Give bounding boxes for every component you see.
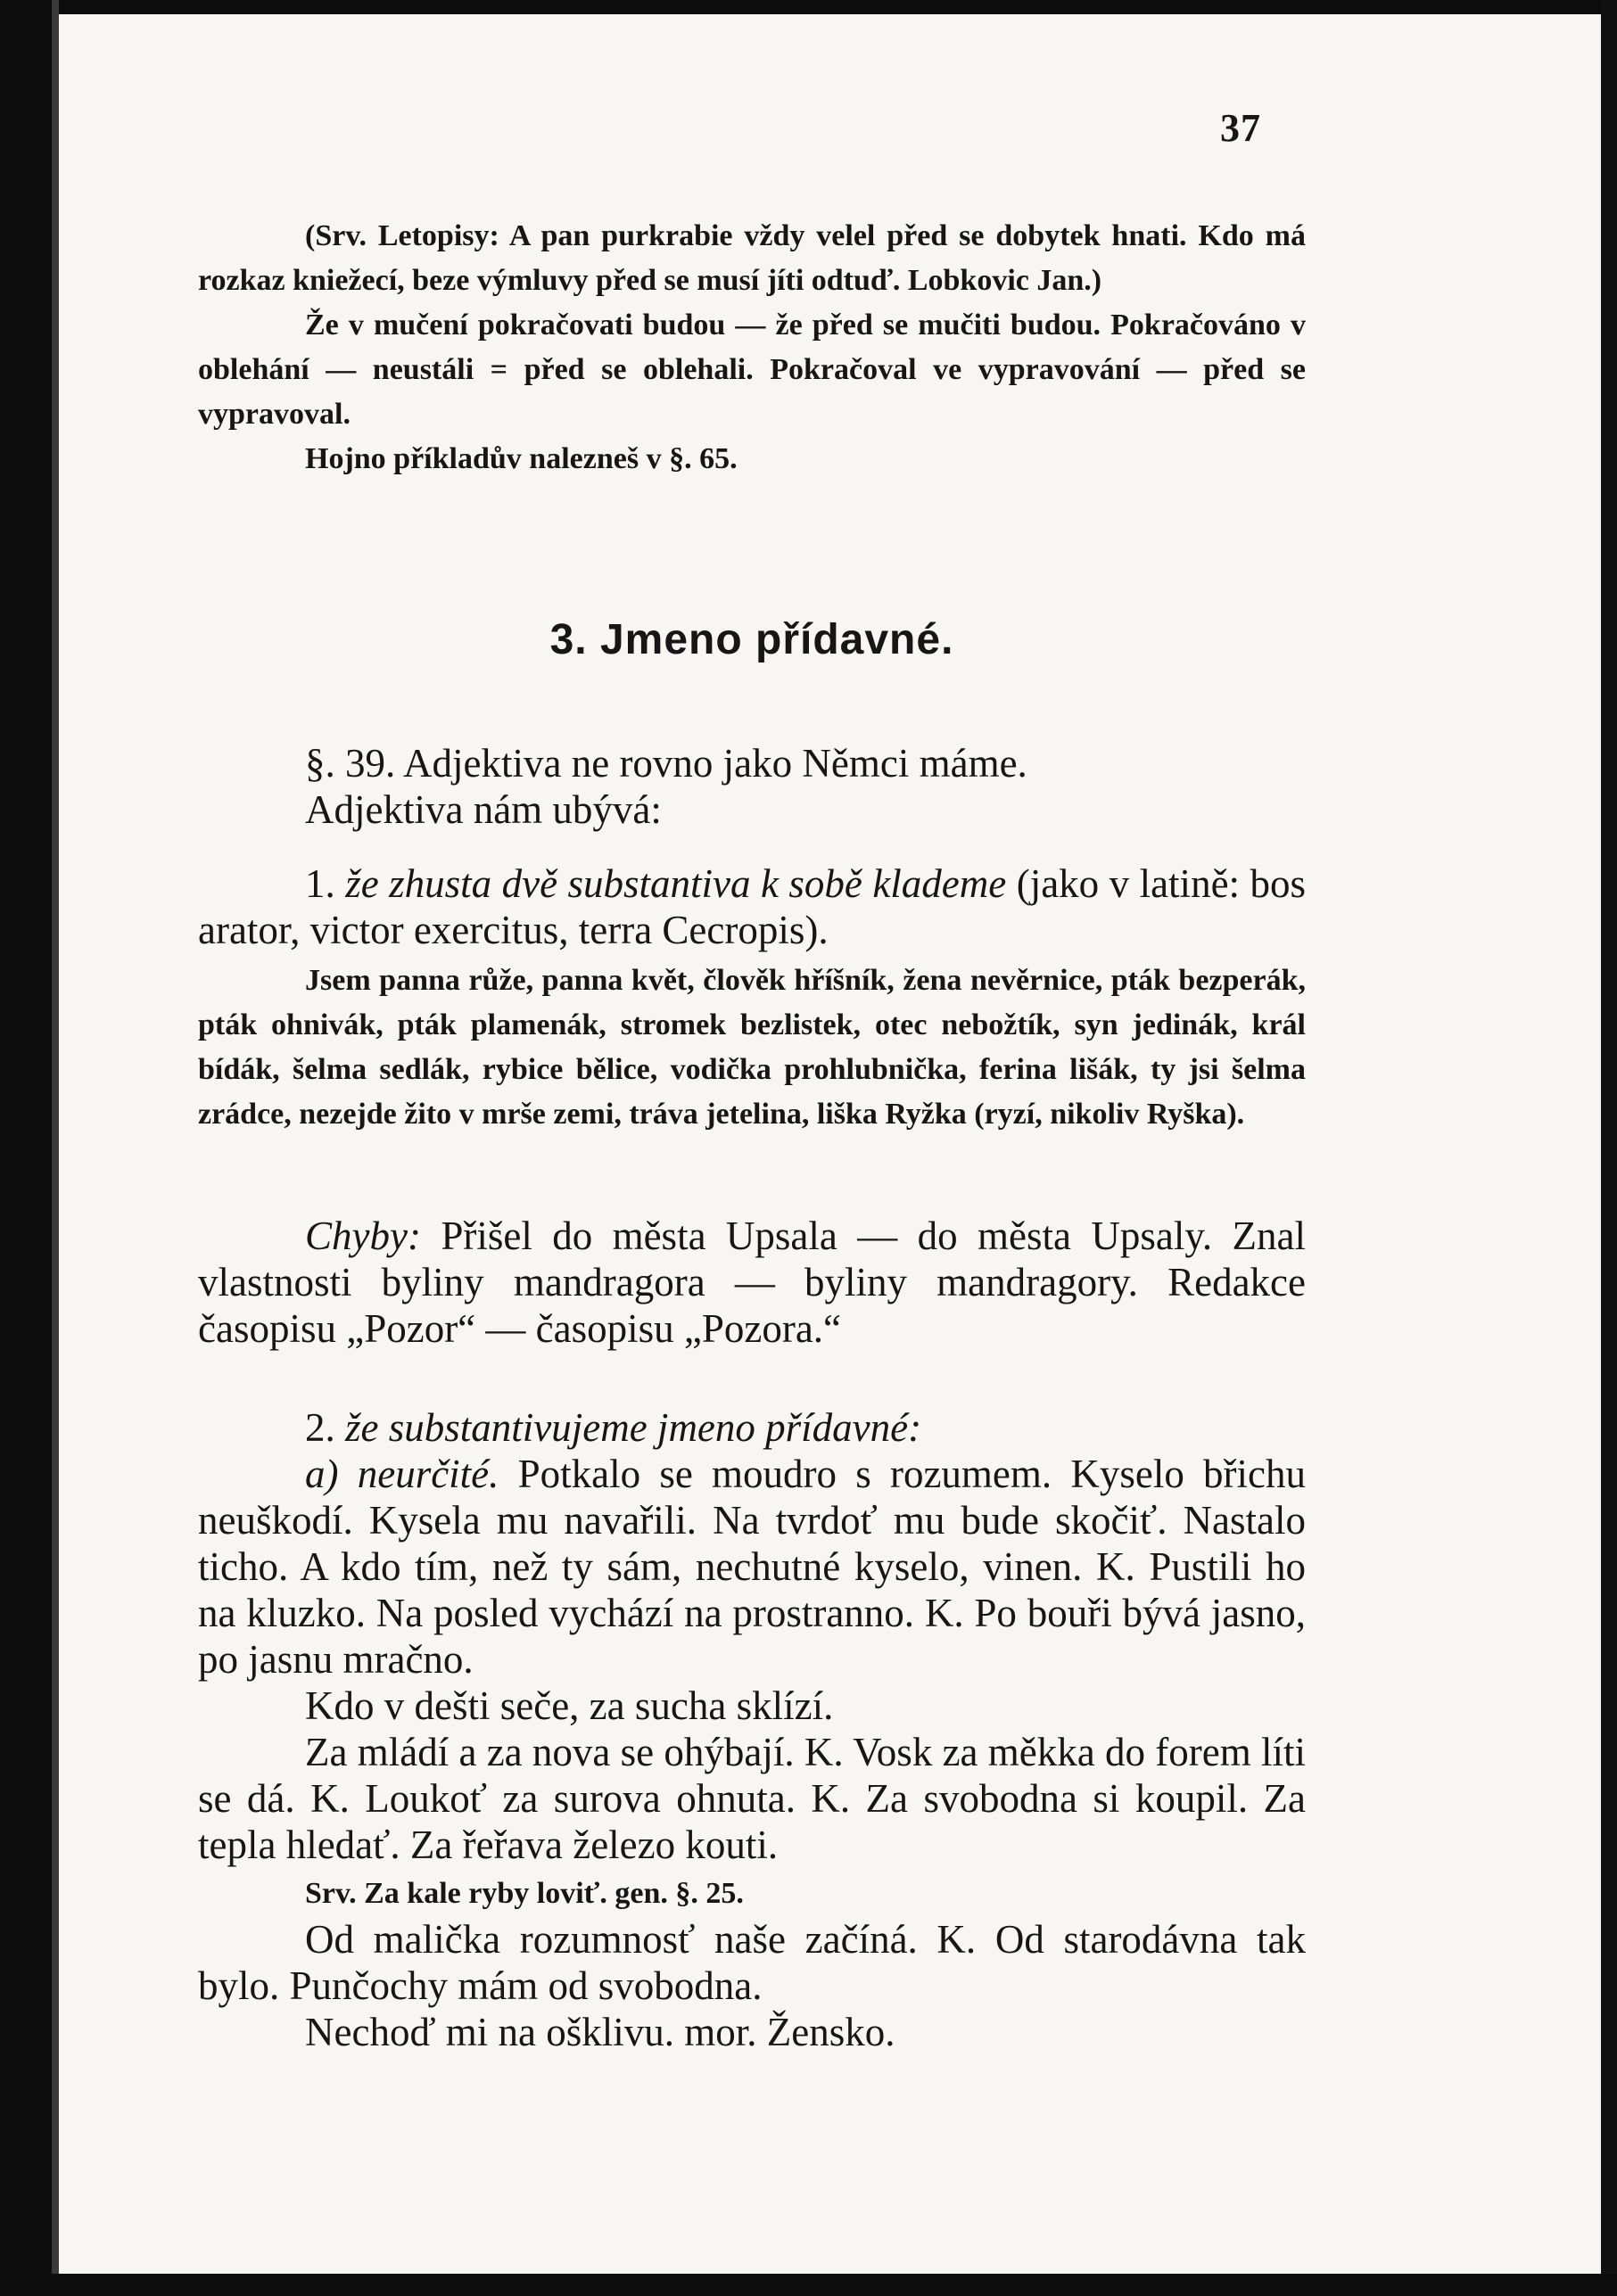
item-2a-paragraph [198, 1451, 1306, 1683]
paragraph-39-title: §. 39. Adjektiva ne rovno jako Němci máme. [305, 741, 1027, 786]
scan-border-left-shadow [52, 0, 59, 2296]
item-1-block [198, 860, 1306, 1137]
item-1-text [198, 860, 1306, 953]
item-2a-italic: neurčité. [357, 1452, 499, 1496]
intro-paragraph-1: (Srv. Letopisy: A pan purkrabie vždy velel před se dobytek hnati. Kdo má rozkaz kniežecí, beze výmluvy před se musí jíti odtuď. Lobkovic Jan.) [198, 219, 1306, 297]
errors-label: Chyby: [305, 1214, 421, 1258]
proverb-kdo: Kdo v dešti seče, za sucha sklízí. [305, 1683, 834, 1728]
paragraph-39-subtitle: Adjektiva nám ubývá: [305, 787, 662, 832]
scan-border-bottom [0, 2274, 1617, 2296]
scan-border-top [0, 0, 1617, 14]
errors-paragraph [198, 1213, 1306, 1352]
item-2-number: 2. [305, 1405, 335, 1450]
proverb-od-malicka: Od malička rozumnosť naše začíná. K. Od starodávna tak bylo. Punčochy mám od svobodna. [198, 1917, 1306, 2008]
item-1-rest: (jako v latině: bos arator, victor exercitus, terra Cecropis). [198, 861, 1307, 952]
item-2a-lead: a) [305, 1452, 339, 1496]
proverb-nechod: Nechoď mi na ošklivu. mor. Žensko. [305, 2010, 895, 2054]
intro-block [198, 214, 1306, 481]
intro-paragraph-2: Že v mučení pokračovati budou — že před se mučiti budou. Pokračováno v oblehání — neustáli = před se oblehali. Pokračoval ve vypravování — před se vypravoval. [198, 309, 1306, 431]
paragraph-39-block [198, 740, 1306, 833]
errors-text: Přišel do města Upsala — do města Upsaly. Znal vlastnosti byliny mandragora — byliny mandragory. Redakce časopisu „Pozor“ — časopisu „Pozora.“ [198, 1214, 1306, 1351]
item-1-examples: Jsem panna růže, panna květ, člověk hříšník, žena nevěrnice, pták bezperák, pták ohnivák, pták plamenák, stromek bezlistek, otec nebožtík, syn jedinák, král bídák, šelma sedlák, rybice bělice, vodička prohlubnička, ferina lišák, ty jsi šelma zrádce, nezejde žito v mrše zemi, tráva jetelina, liška Ryžka (ryzí, nikoliv Ryška). [198, 964, 1306, 1131]
item-1-number: 1. [305, 861, 335, 906]
compare-note: Srv. Za kale ryby loviť. gen. §. 25. [305, 1877, 744, 1910]
errors-block [198, 1213, 1306, 1352]
scan-border-right [1601, 0, 1617, 2296]
page-number: 37 [1220, 106, 1261, 150]
section-heading-block [198, 580, 1306, 693]
item-1-italic: že zhusta dvě substantiva k sobě klademe [345, 861, 1007, 906]
proverb-za-mladi: Za mládí a za nova se ohýbají. K. Vosk za měkka do forem líti se dá. K. Loukoť za surova ohnuta. K. Za svobodna si koupil. Za tepla hledať. Za řeřava železo kouti. [198, 1730, 1306, 1867]
scan-border-left [0, 0, 52, 2296]
item-2-heading [198, 1404, 1306, 1451]
intro-paragraph-3: Hojno příkladův nalezneš v §. 65. [305, 442, 738, 475]
item-2a-text: Potkalo se moudro s rozumem. Kyselo břichu neuškodí. Kysela mu navařili. Na tvrdoť mu bude skočiť. Nastalo ticho. A kdo tím, než ty sám, nechutné kyselo, vinen. K. Pustili ho na kluzko. Na posled vychází na prostranno. K. Po bouři bývá jasno, po jasnu mračno. [198, 1452, 1307, 1682]
item-2-italic: že substantivujeme jmeno přídavné: [345, 1405, 922, 1450]
item-2-block [198, 1404, 1306, 2055]
section-title: 3. Jmeno přídavné. [549, 616, 954, 663]
